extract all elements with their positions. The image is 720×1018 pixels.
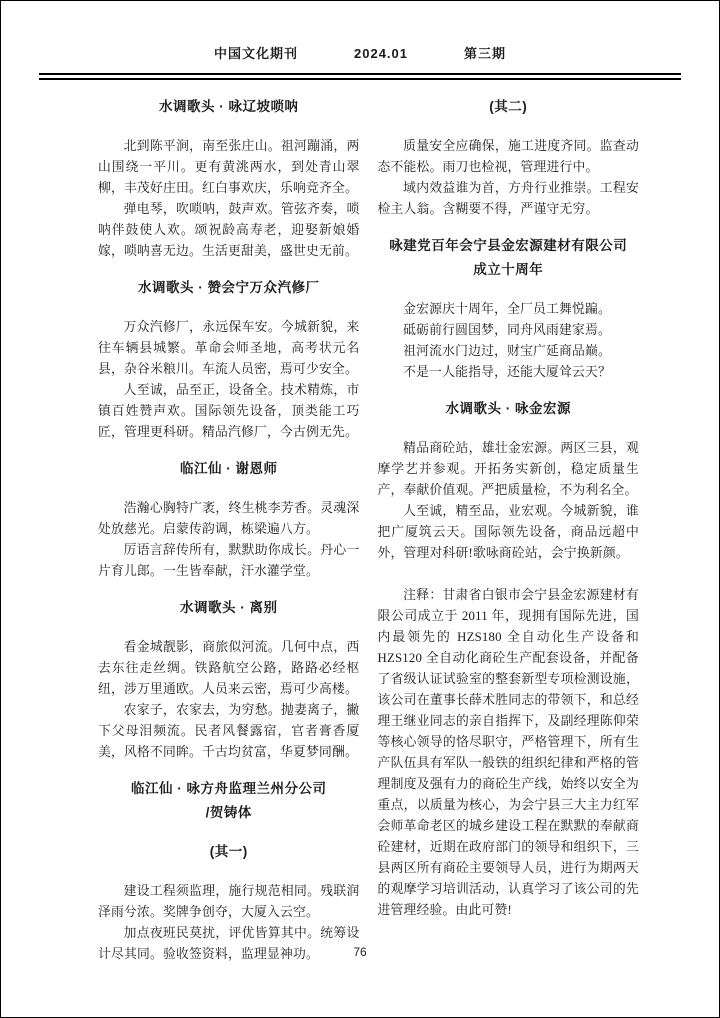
poem-title: [98, 779, 360, 822]
verse-line: 祖河流水门边过，财宝广延商品巅。: [403, 344, 612, 358]
poem-paragraph: 浩瀚心胸特广袤，终生桃李芳香。灵魂深处放慈光。启蒙传韵调，栋梁遍八方。: [98, 501, 360, 536]
page-content: [98, 91, 639, 965]
verse-line: 砥砺前行圆国梦，同舟风雨建家焉。: [403, 323, 612, 337]
page-header: [1, 43, 719, 62]
poem-paragraph: 看金城靓影，商旅似河流。几何中点，西去东往走丝绸。铁路航空公路，路路必经枢纽，涉万里通欧。人员来云密，焉可少高楼。: [98, 640, 360, 696]
poem-title-line1: 临江仙 · 咏方舟监理兰州分公司: [131, 781, 327, 796]
poem-paragraph: 万众汽修厂，永远保车安。今城新貌，来往车辆县城繁。革命会师圣地，高考状元名县，杂谷米粮川。车流人员密，焉可少安全。: [98, 320, 360, 376]
left-column: [98, 91, 360, 965]
poem-paragraph: 人至诚，品至正，设备全。技术精炼，市镇百姓赞声欢。国际领先设备，顶类能工巧匠，管理更科研。精品汽修厂，今古例无先。: [98, 383, 360, 439]
poem-title: 水调歌头 · 离别: [180, 600, 278, 615]
poem-paragraph: 农家子，农家去，为穷愁。抛妻离子，撇下父母泪频流。民者风餐露宿，官者膏香厦美，风格不同眸。千古均贫富，华夏梦同酬。: [98, 703, 360, 759]
verse-line: 不是一人能指导，还能大厦耸云天？: [403, 365, 612, 379]
right-column: [378, 91, 640, 965]
poem-verse: [378, 299, 640, 383]
poem-part-label: (其一): [209, 844, 248, 859]
issue-number: 第三期: [464, 46, 507, 61]
verse-line: 金宏源庆十周年，全厂员工舞悦蹁。: [403, 302, 612, 316]
page-number: 76: [353, 945, 367, 959]
poem-title: 水调歌头 · 赞会宁万众汽修厂: [138, 280, 320, 295]
journal-title: 中国文化期刊: [213, 46, 298, 61]
poem-paragraph: 建设工程须监理，施行规范相同。残联润泽雨兮浓。奖牌争创夺，大厦入云空。: [98, 884, 360, 919]
poem-title: 水调歌头 · 咏金宏源: [445, 401, 571, 416]
poem-paragraph: 质量安全应确保，施工进度齐同。监查动态不能松。雨刀也检视，管理进行中。: [377, 139, 639, 174]
poem-part-label: (其二): [489, 99, 528, 114]
poem-title-line1: 咏建党百年会宁县金宏源建材有限公司: [389, 238, 628, 253]
issue-date: 2024.01: [354, 46, 408, 61]
header-divider: [39, 73, 681, 80]
poem-annotation: 注释：甘肃省白银市会宁县金宏源建材有限公司成立于 2011 年，现拥有国际先进，国内最领先的 HZS180 全自动化生产设备和 HZS120 全自动化商砼生产配套设备，并配备了省级认证试验室的整套新型专项检测设施，该公司在董事长薛术胜同志的带领下，和总经理王继业同志的亲自指挥下，及副经理陈仰荣等核心领导的恪尽职守，严格管理下，所有生产队伍具有军队一般铁的组织纪律和严格的管理制度及强有力的商砼生产线，始终以安全为重点，以质量为核心，为会宁县三大主力红军会师革命老区的城乡建设工程在默默的奉献商砼建材，近期在政府部门的领导和组织下，三县两区所有商砼主要领导人员，进行为期两天的观摩学习培训活动，认真学习了该公司的先进管理经验。由此可赞!: [377, 588, 639, 917]
poem-title-line2: 成立十周年: [473, 262, 544, 277]
poem-title-line2: /贺铸体: [205, 805, 252, 820]
poem-paragraph: 精品商砼站，雄壮金宏源。两区三县，观摩学艺并参观。开拓务实新创，稳定质量生产，奉献价值观。严把质量检，不为利名全。: [377, 441, 639, 497]
poem-paragraph: 北到陈平涧，南至张庄山。祖河蹦涌，两山围绕一平川。更有黄洮两水，到处青山翠柳，丰茂好庄田。红白事欢庆，乐响竞齐全。: [98, 139, 360, 195]
poem-title: [378, 236, 640, 279]
poem-paragraph: 人至诚，精至品，业宏观。今城新貌，谁把广厦筑云天。国际领先设备，商品远超中外，管理对科研!歌咏商砼站，会宁换新颜。: [377, 504, 639, 560]
poem-paragraph: 域内效益谁为首，方舟行业推崇。工程安检主人翁。含糊要不得，严谨守无穷。: [377, 181, 639, 216]
poem-paragraph: 厉语言辞传所有，默默助你成长。丹心一片育儿郎。一生皆奉献，汗水灌学堂。: [98, 543, 360, 578]
poem-title: 临江仙 · 谢恩师: [180, 461, 278, 476]
poem-title: 水调歌头 · 咏辽坡唢呐: [159, 99, 299, 114]
poem-paragraph: 加点夜班民莫扰，评优皆算其中。统筹设计尽其同。验收签资料，监理显神功。: [98, 926, 360, 961]
poem-paragraph: 弹电琴，吹唢呐，鼓声欢。管弦齐奏，唢呐伴鼓使人欢。颂祝龄高寿老，迎娶新娘婚嫁，唢呐喜无边。生活更甜美，盛世史无前。: [98, 202, 360, 258]
